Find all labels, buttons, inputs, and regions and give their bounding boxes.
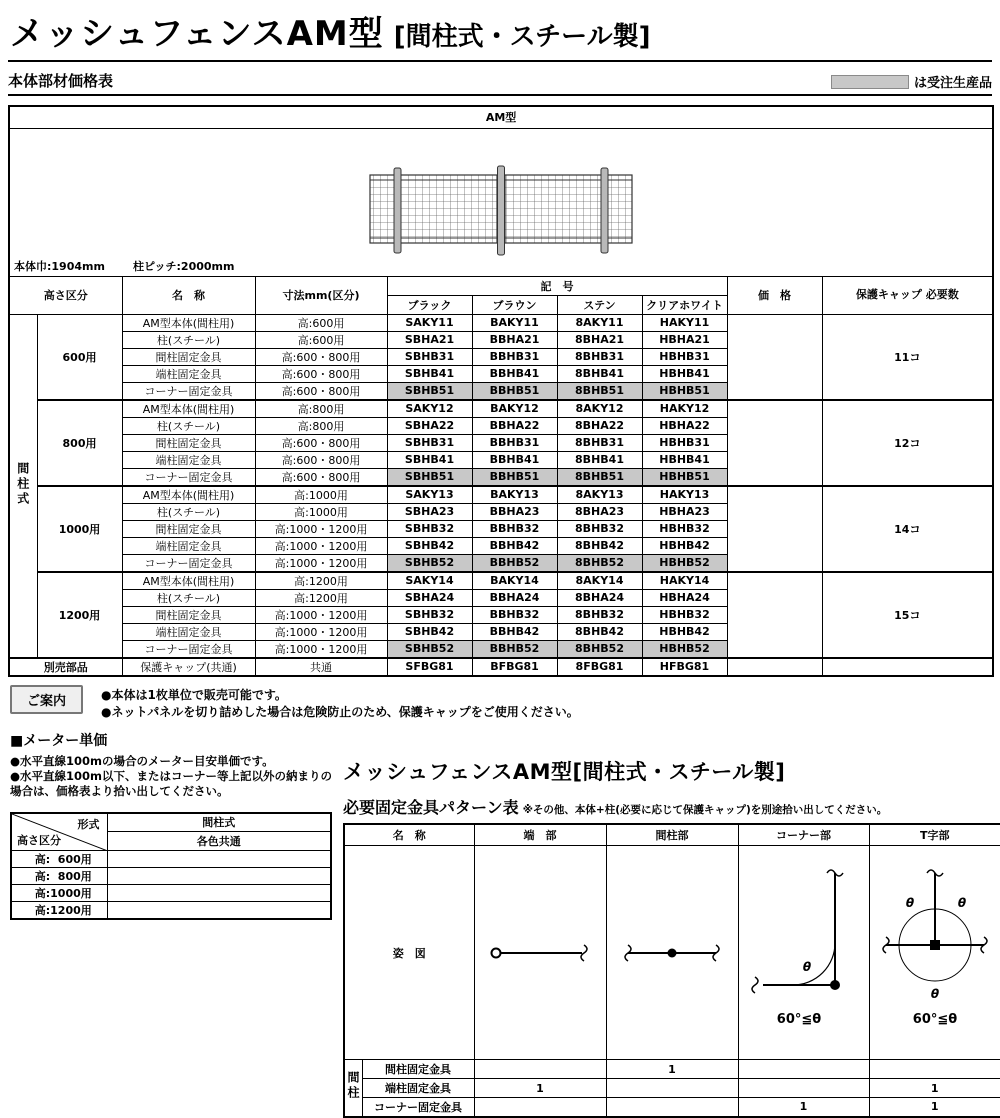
code-stain: 8AKY11 (557, 314, 642, 331)
code-brown: BAKY12 (472, 400, 557, 418)
code-clearwhite: HBHA23 (642, 503, 727, 520)
count-mid (606, 1079, 738, 1098)
meter-lines (10, 754, 338, 799)
unit-price-cell (107, 885, 331, 902)
table-row (344, 1060, 1000, 1079)
cap-count: 11コ (822, 314, 993, 400)
format-label: 形式 (77, 817, 100, 831)
code-clearwhite: HFBG81 (642, 658, 727, 676)
count-tee (869, 1060, 1000, 1079)
count-mid (606, 1098, 738, 1117)
table-row (11, 902, 331, 920)
code-stain: 8BHB32 (557, 520, 642, 537)
count-end (474, 1060, 606, 1079)
part-dim: 高:1000・1200用 (255, 606, 387, 623)
code-clearwhite: HBHB31 (642, 348, 727, 365)
part-name: AM型本体(間柱用) (122, 314, 255, 331)
code-black: SBHA22 (387, 417, 472, 434)
table-row (344, 1098, 1000, 1117)
guide-line-1: ●本体は1枚単位で販売可能です。 (101, 687, 287, 702)
code-brown: BAKY13 (472, 486, 557, 504)
code-clearwhite: HAKY14 (642, 572, 727, 590)
code-clearwhite: HBHB52 (642, 640, 727, 658)
part-name: 間柱固定金具 (122, 348, 255, 365)
theta-label: θ (802, 959, 811, 974)
title-rule (8, 60, 992, 62)
corner-part-diagram (741, 857, 867, 1049)
count-end (474, 1098, 606, 1117)
col-mid-header: 間柱部 (606, 824, 738, 846)
fixture-name: 間柱固定金具 (362, 1060, 474, 1079)
code-brown: BAKY14 (472, 572, 557, 590)
part-dim: 高:1000用 (255, 503, 387, 520)
part-name: 間柱固定金具 (122, 520, 255, 537)
table-row (9, 106, 993, 128)
table-row (11, 885, 331, 902)
part-dim: 高:800用 (255, 400, 387, 418)
part-name: 保護キャップ(共通) (122, 658, 255, 676)
col-end-header: 端 部 (474, 824, 606, 846)
code-brown: BBHA22 (472, 417, 557, 434)
page-title: メッシュフェンスAM型 (10, 14, 384, 54)
meter-heading: ■メーター単価 (10, 732, 108, 749)
col-name-header: 名 称 (122, 276, 255, 314)
part-dim: 高:1000・1200用 (255, 554, 387, 572)
code-black: SAKY14 (387, 572, 472, 590)
part-dim: 高:600・800用 (255, 468, 387, 486)
angle-note: 60°≦θ (776, 1011, 821, 1027)
side-label-cell (344, 1060, 362, 1117)
code-brown: BBHB51 (472, 468, 557, 486)
color-header-brown: ブラウン (472, 295, 557, 314)
figure-label: 姿 図 (344, 846, 474, 1060)
part-name: 端柱固定金具 (122, 365, 255, 382)
col-tee-header: T字部 (869, 824, 1000, 846)
code-brown: BBHB52 (472, 554, 557, 572)
part-name: 柱(スチール) (122, 503, 255, 520)
meter-line-1: ●水平直線100mの場合のメーター目安単価です。 (10, 753, 274, 768)
diagonal-header-cell (11, 813, 107, 851)
code-clearwhite: HBHB51 (642, 382, 727, 400)
code-clearwhite: HBHB42 (642, 537, 727, 554)
part-name: 端柱固定金具 (122, 537, 255, 554)
code-clearwhite: HBHB52 (642, 554, 727, 572)
code-clearwhite: HBHB42 (642, 623, 727, 640)
code-stain: 8BHB41 (557, 451, 642, 468)
part-name: コーナー固定金具 (122, 382, 255, 400)
code-stain: 8BHB42 (557, 623, 642, 640)
code-clearwhite: HBHA21 (642, 331, 727, 348)
meter-line-2: ●水平直線100m以下、またはコーナー等上記以外の納まりの場合は、価格表より拾い出してください。 (10, 768, 333, 798)
part-dim: 高:1000・1200用 (255, 623, 387, 640)
guide-label: ご案内 (10, 685, 83, 714)
made-to-order-swatch (831, 75, 909, 89)
code-black: SBHB52 (387, 554, 472, 572)
code-black: SAKY13 (387, 486, 472, 504)
part-dim: 高:600・800用 (255, 365, 387, 382)
code-brown: BBHB31 (472, 348, 557, 365)
height-class-label: 高さ区分 (17, 834, 61, 847)
part-dim: 共通 (255, 658, 387, 676)
price-cell (727, 314, 822, 400)
mid-figure-cell (606, 846, 738, 1060)
pattern-subheader-row (343, 795, 1000, 818)
part-dim: 高:800用 (255, 417, 387, 434)
code-brown: BBHB51 (472, 382, 557, 400)
meter-price-section (8, 730, 338, 1118)
angle-note: 60°≦θ (912, 1011, 957, 1027)
theta-label: θ (957, 895, 966, 910)
height-cell: 600用 (37, 314, 122, 400)
pattern-note: ※その他、本体+柱(必要に応じて保護キャップ)を別途拾い出してください。 (522, 803, 888, 816)
part-dim: 高:600・800用 (255, 382, 387, 400)
code-black: SBHB42 (387, 537, 472, 554)
code-stain: 8BHA22 (557, 417, 642, 434)
table-row (9, 314, 993, 331)
color-header-black: ブラック (387, 295, 472, 314)
table-row (11, 851, 331, 868)
post-pitch-note: 柱ピッチ:2000mm (132, 259, 235, 273)
code-black: SBHA24 (387, 589, 472, 606)
fixture-name: 端柱固定金具 (362, 1079, 474, 1098)
code-brown: BBHB32 (472, 520, 557, 537)
table-header-row (9, 276, 993, 295)
count-mid: 1 (606, 1060, 738, 1079)
figure-row (344, 846, 1000, 1060)
code-stain: 8BHB51 (557, 468, 642, 486)
side-label-cell (9, 314, 37, 658)
unit-price-cell (107, 851, 331, 868)
side-label: 間柱 (346, 1071, 360, 1102)
code-stain: 8BHB41 (557, 365, 642, 382)
end-figure-cell (474, 846, 606, 1060)
model-header: AM型 (9, 106, 993, 128)
part-dim: 高:1000・1200用 (255, 520, 387, 537)
guide-section (10, 685, 992, 721)
dimension-note (14, 258, 234, 274)
code-black: SBHB31 (387, 434, 472, 451)
part-name: 端柱固定金具 (122, 623, 255, 640)
part-name: AM型本体(間柱用) (122, 400, 255, 418)
height-cell: 800用 (37, 400, 122, 486)
tee-part-diagram (872, 857, 998, 1049)
theta-label: θ (905, 895, 914, 910)
part-dim: 高:600・800用 (255, 451, 387, 468)
table-row (9, 400, 993, 418)
bottom-section (8, 730, 992, 1118)
part-dim: 高:600用 (255, 331, 387, 348)
price-cell (727, 400, 822, 486)
height-row-label: 高: 800用 (11, 868, 107, 885)
code-clearwhite: HBHB32 (642, 520, 727, 537)
cap-cell (822, 658, 993, 676)
part-name: 柱(スチール) (122, 417, 255, 434)
count-tee: 1 (869, 1079, 1000, 1098)
height-cell: 1200用 (37, 572, 122, 658)
code-black: SBHB51 (387, 468, 472, 486)
height-row-label: 高:1200用 (11, 902, 107, 920)
part-dim: 高:1200用 (255, 589, 387, 606)
code-stain: 8BHA21 (557, 331, 642, 348)
table-header-row (344, 824, 1000, 846)
code-black: SBHA21 (387, 331, 472, 348)
table-row (9, 486, 993, 504)
tee-figure-cell (869, 846, 1000, 1060)
illustration-cell (9, 128, 993, 276)
made-to-order-label: は受注生産品 (913, 76, 992, 91)
part-name: 間柱固定金具 (122, 606, 255, 623)
end-part-diagram (484, 933, 596, 973)
code-clearwhite: HBHA22 (642, 417, 727, 434)
cap-count: 12コ (822, 400, 993, 486)
code-stain: 8BHB52 (557, 640, 642, 658)
code-brown: BBHB42 (472, 623, 557, 640)
pattern-subheading: 必要固定金具パターン表 (343, 797, 519, 817)
height-cell: 1000用 (37, 486, 122, 572)
code-clearwhite: HBHA24 (642, 589, 727, 606)
count-end: 1 (474, 1079, 606, 1098)
cap-count: 15コ (822, 572, 993, 658)
code-stain: 8BHB42 (557, 537, 642, 554)
code-stain: 8BHB31 (557, 434, 642, 451)
code-black: SBHA23 (387, 503, 472, 520)
height-row-label: 高:1000用 (11, 885, 107, 902)
mid-post-diagram (616, 933, 728, 973)
code-black: SBHB32 (387, 520, 472, 537)
col-dim-header: 寸法mm(区分) (255, 276, 387, 314)
price-cell (727, 658, 822, 676)
code-stain: 8FBG81 (557, 658, 642, 676)
part-dim: 高:1200用 (255, 572, 387, 590)
meter-unit-table (10, 812, 332, 921)
code-clearwhite: HBHB41 (642, 451, 727, 468)
part-dim: 高:1000用 (255, 486, 387, 504)
col-height-header: 高さ区分 (9, 276, 122, 314)
code-clearwhite: HBHB51 (642, 468, 727, 486)
code-brown: BBHB32 (472, 606, 557, 623)
code-brown: BFBG81 (472, 658, 557, 676)
part-dim: 高:1000・1200用 (255, 537, 387, 554)
code-black: SBHB41 (387, 451, 472, 468)
col-cap-header: 保護キャップ 必要数 (822, 276, 993, 314)
code-brown: BBHB41 (472, 365, 557, 382)
code-brown: BBHA23 (472, 503, 557, 520)
fixture-pattern-table (343, 823, 1000, 1118)
fixture-pattern-section (343, 730, 1000, 1118)
theta-label: θ (930, 986, 939, 1001)
code-brown: BBHB52 (472, 640, 557, 658)
code-black: SAKY12 (387, 400, 472, 418)
part-name: 間柱固定金具 (122, 434, 255, 451)
table-row (344, 1079, 1000, 1098)
subheader-row (8, 70, 992, 96)
table-row (11, 868, 331, 885)
table-row (9, 572, 993, 590)
code-clearwhite: HAKY13 (642, 486, 727, 504)
page-title-suffix: [間柱式・スチール製] (393, 22, 651, 52)
part-name: コーナー固定金具 (122, 468, 255, 486)
code-brown: BAKY11 (472, 314, 557, 331)
code-black: SBHB31 (387, 348, 472, 365)
pattern-heading: メッシュフェンスAM型[間柱式・スチール製] (343, 759, 786, 784)
code-clearwhite: HAKY11 (642, 314, 727, 331)
corner-figure-cell (738, 846, 869, 1060)
code-stain: 8AKY14 (557, 572, 642, 590)
color-header-stain: ステン (557, 295, 642, 314)
page-header (8, 4, 992, 60)
code-stain: 8BHB52 (557, 554, 642, 572)
format-header: 間柱式 (107, 813, 331, 832)
main-price-table (8, 105, 994, 677)
code-brown: BBHB41 (472, 451, 557, 468)
side-label: 間柱式 (15, 461, 30, 507)
part-dim: 高:600・800用 (255, 434, 387, 451)
height-row-label: 高: 600用 (11, 851, 107, 868)
code-black: SBHB42 (387, 623, 472, 640)
code-stain: 8AKY12 (557, 400, 642, 418)
part-dim: 高:1000・1200用 (255, 640, 387, 658)
cap-count: 14コ (822, 486, 993, 572)
part-name: AM型本体(間柱用) (122, 486, 255, 504)
code-stain: 8AKY13 (557, 486, 642, 504)
code-clearwhite: HAKY12 (642, 400, 727, 418)
count-corner (738, 1060, 869, 1079)
code-brown: BBHB42 (472, 537, 557, 554)
code-clearwhite: HBHB41 (642, 365, 727, 382)
guide-line-2: ●ネットパネルを切り詰めした場合は危険防止のため、保護キャップをご使用ください。 (101, 704, 579, 719)
col-code-header: 記 号 (387, 276, 727, 295)
table-row (9, 658, 993, 676)
part-name: AM型本体(間柱用) (122, 572, 255, 590)
col-name-header: 名 称 (344, 824, 474, 846)
code-stain: 8BHB31 (557, 348, 642, 365)
count-corner: 1 (738, 1098, 869, 1117)
table-header-row (11, 813, 331, 832)
code-black: SFBG81 (387, 658, 472, 676)
code-stain: 8BHB51 (557, 382, 642, 400)
col-corner-header: コーナー部 (738, 824, 869, 846)
body-width-note: 本体巾:1904mm (14, 259, 105, 273)
price-cell (727, 572, 822, 658)
code-stain: 8BHA23 (557, 503, 642, 520)
unit-price-cell (107, 868, 331, 885)
price-table-label: 本体部材価格表 (8, 72, 114, 90)
unit-price-cell (107, 902, 331, 920)
part-name: コーナー固定金具 (122, 554, 255, 572)
part-name: 端柱固定金具 (122, 451, 255, 468)
made-to-order-legend (831, 72, 992, 91)
code-black: SBHB41 (387, 365, 472, 382)
code-brown: BBHA24 (472, 589, 557, 606)
code-stain: 8BHA24 (557, 589, 642, 606)
part-name: 柱(スチール) (122, 331, 255, 348)
guide-lines (101, 685, 579, 721)
code-brown: BBHB31 (472, 434, 557, 451)
color-header-clearwhite: クリアホワイト (642, 295, 727, 314)
fixture-name: コーナー固定金具 (362, 1098, 474, 1117)
color-common-header: 各色共通 (107, 832, 331, 851)
part-name: コーナー固定金具 (122, 640, 255, 658)
code-brown: BBHA21 (472, 331, 557, 348)
category-cell: 別売部品 (9, 658, 122, 676)
code-black: SBHB52 (387, 640, 472, 658)
part-dim: 高:600・800用 (255, 348, 387, 365)
count-corner (738, 1079, 869, 1098)
code-clearwhite: HBHB31 (642, 434, 727, 451)
part-name: 柱(スチール) (122, 589, 255, 606)
code-stain: 8BHB32 (557, 606, 642, 623)
fence-illustration (366, 159, 636, 259)
part-dim: 高:600用 (255, 314, 387, 331)
code-black: SBHB32 (387, 606, 472, 623)
col-price-header: 価 格 (727, 276, 822, 314)
table-row (9, 128, 993, 276)
price-cell (727, 486, 822, 572)
code-black: SAKY11 (387, 314, 472, 331)
count-tee: 1 (869, 1098, 1000, 1117)
code-black: SBHB51 (387, 382, 472, 400)
code-clearwhite: HBHB32 (642, 606, 727, 623)
